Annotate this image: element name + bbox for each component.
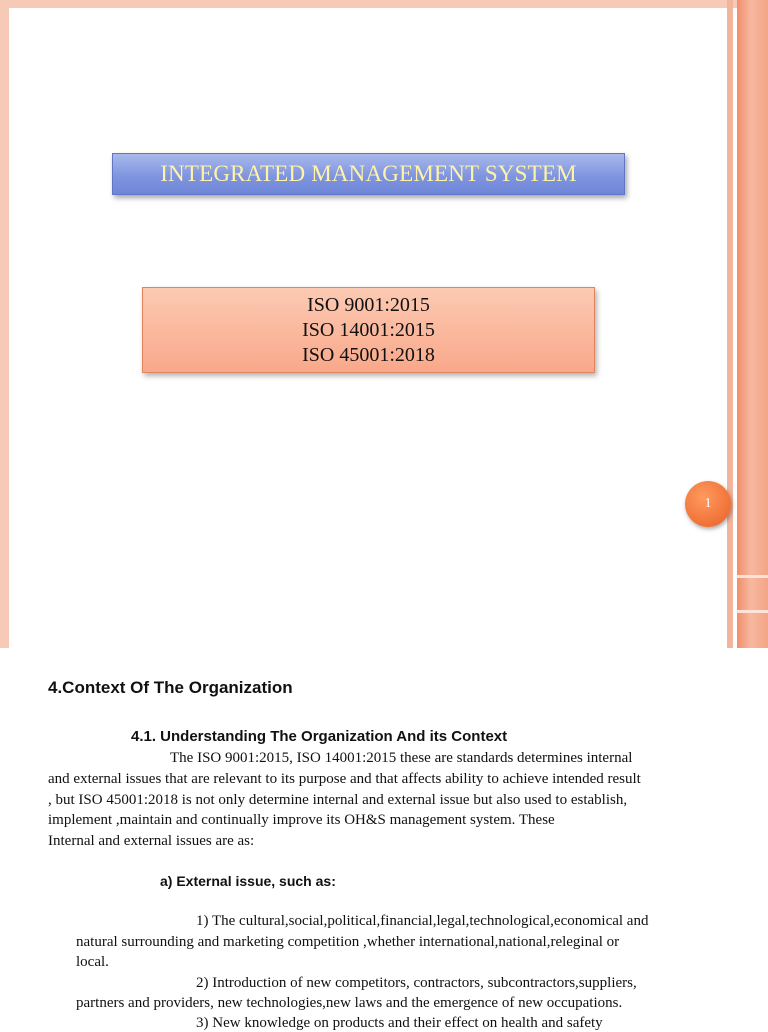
list-heading: a) External issue, such as: <box>160 873 336 889</box>
page-number-badge <box>685 481 731 527</box>
standard-iso-9001: ISO 9001:2015 <box>307 293 430 316</box>
subsection-heading: 4.1. Understanding The Organization And its Context <box>131 728 508 745</box>
paragraph-line: The ISO 9001:2015, ISO 14001:2015 these are standards determines internal <box>170 750 633 766</box>
paragraph-line: and external issues that are relevant to its purpose and that affects ability to achieve intended result <box>48 771 641 787</box>
section-heading: 4.Context Of The Organization <box>48 678 293 697</box>
slide-frame-left <box>0 0 9 648</box>
slide-frame-right-inner <box>727 0 733 648</box>
paragraph-line: implement ,maintain and continually improve its OH&S management system. These <box>48 812 555 828</box>
title-banner <box>112 153 625 195</box>
standard-iso-14001: ISO 14001:2015 <box>302 318 435 341</box>
frame-stripe <box>737 575 768 578</box>
standards-box <box>142 287 595 373</box>
paragraph-line: , but ISO 45001:2018 is not only determine internal and external issue but also used to establish, <box>48 792 628 808</box>
slide-frame-top <box>0 0 768 8</box>
slide-title: INTEGRATED MANAGEMENT SYSTEM <box>160 161 577 186</box>
slide-frame-right <box>737 0 768 648</box>
list-item-line: 2) Introduction of new competitors, contractors, subcontractors,suppliers, <box>196 975 637 991</box>
document-body <box>0 648 768 1031</box>
list-item-line: local. <box>76 954 109 970</box>
paragraph-line: Internal and external issues are as: <box>48 833 255 849</box>
frame-stripe <box>737 610 768 613</box>
list-item-line: 1) The cultural,social,political,financial,legal,technological,economical and <box>196 913 649 929</box>
standard-iso-45001: ISO 45001:2018 <box>302 343 435 366</box>
page-number: 1 <box>704 496 712 511</box>
list-item-line: partners and providers, new technologies,new laws and the emergence of new occupations. <box>76 995 623 1011</box>
list-item-line: 3) New knowledge on products and their effect on health and safety <box>196 1015 603 1031</box>
list-item-line: natural surrounding and marketing competition ,whether international,national,releginal or <box>76 934 620 950</box>
